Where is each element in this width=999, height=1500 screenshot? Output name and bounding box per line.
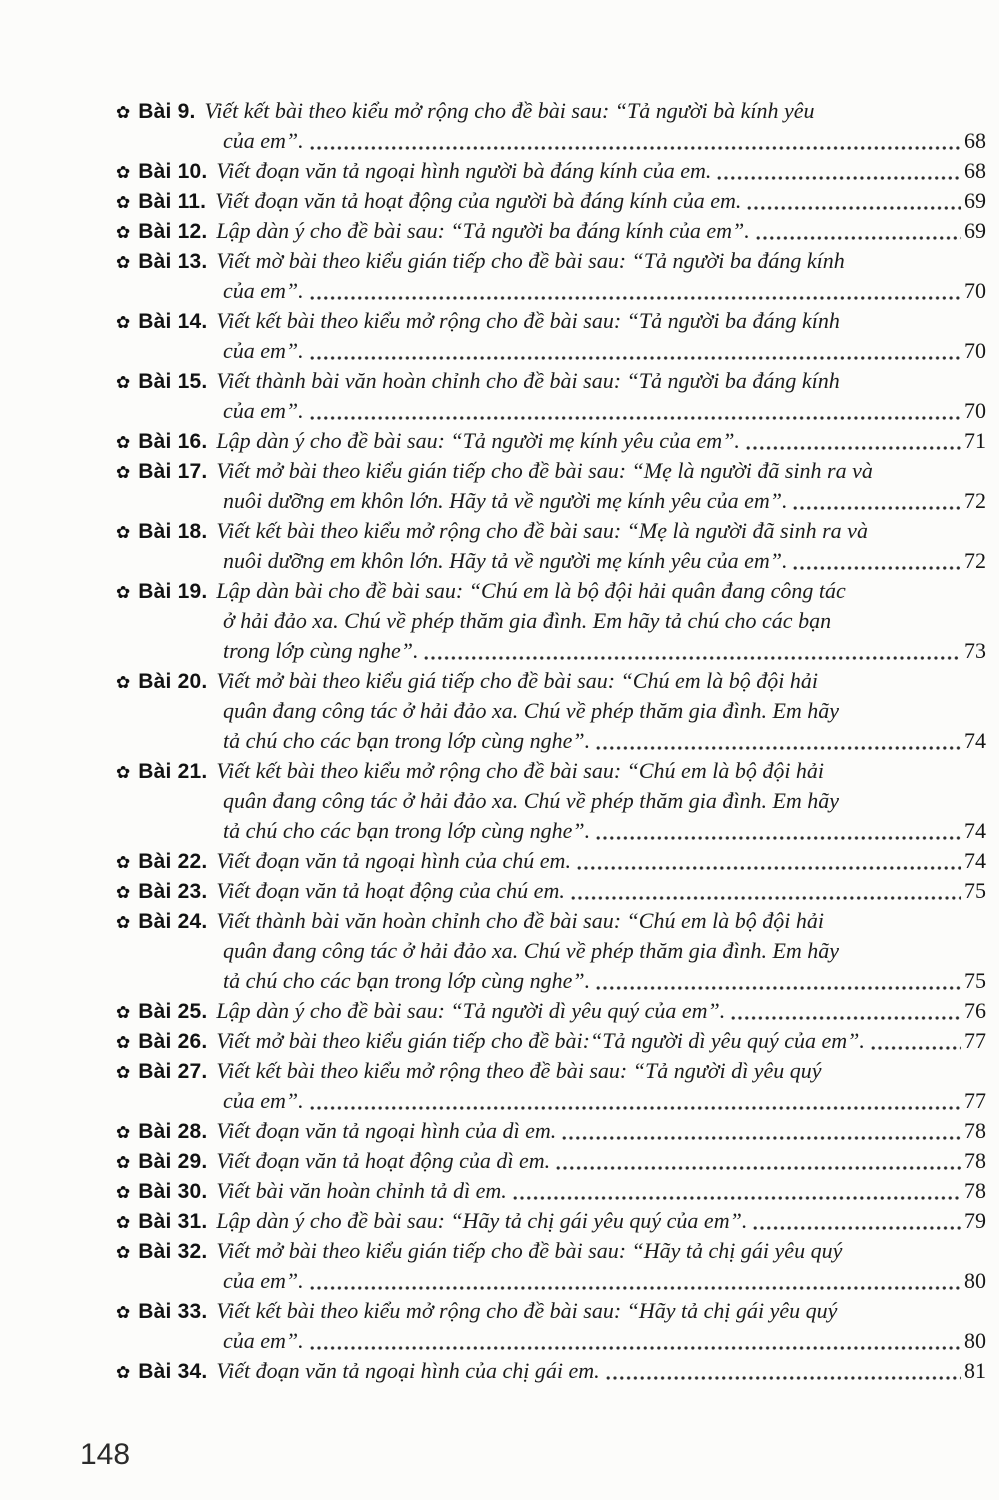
entry-label: Bài 14. bbox=[138, 310, 208, 333]
entry-label: Bài 31. bbox=[138, 1210, 208, 1233]
flower-bullet-icon: ✿ bbox=[116, 1123, 131, 1143]
toc-entry bbox=[116, 668, 986, 758]
toc-line bbox=[116, 668, 986, 698]
toc-entry bbox=[116, 908, 986, 998]
entry-label: Bài 30. bbox=[138, 1180, 208, 1203]
entry-label: Bài 32. bbox=[138, 1240, 208, 1263]
entry-label: Bài 23. bbox=[138, 880, 208, 903]
toc-line bbox=[116, 608, 986, 638]
toc-line bbox=[116, 1058, 986, 1088]
toc-line bbox=[116, 248, 986, 278]
flower-bullet-icon: ✿ bbox=[116, 103, 131, 123]
entry-text: Viết thành bài văn hoàn chỉnh cho đề bài sau: “Chú em là bộ đội hải bbox=[216, 908, 824, 933]
toc-line bbox=[116, 338, 986, 368]
entry-label: Bài 16. bbox=[138, 430, 208, 453]
dot-leader bbox=[871, 1046, 961, 1050]
toc-entry bbox=[116, 848, 986, 878]
entry-text: Viết đoạn văn tả hoạt động của chú em. bbox=[216, 878, 565, 903]
toc-line bbox=[116, 1328, 986, 1358]
dot-leader bbox=[424, 656, 961, 660]
toc-entry bbox=[116, 1238, 986, 1298]
dot-leader bbox=[310, 146, 961, 150]
toc-entry bbox=[116, 158, 986, 188]
dot-leader bbox=[596, 746, 961, 750]
entry-text: Viết đoạn văn tả hoạt động của dì em. bbox=[216, 1148, 551, 1173]
entry-text: của em”. bbox=[223, 278, 304, 303]
entry-text: Lập dàn bài cho đề bài sau: “Chú em là bộ đội hải quân đang công tác bbox=[216, 578, 846, 603]
toc-line bbox=[116, 398, 986, 428]
flower-bullet-icon: ✿ bbox=[116, 1183, 131, 1203]
flower-bullet-icon: ✿ bbox=[116, 583, 131, 603]
entry-text: Viết đoạn văn tả hoạt động của người bà đáng kính của em. bbox=[215, 188, 742, 213]
toc-line bbox=[116, 188, 986, 218]
entry-text: Viết kết bài theo kiểu mở rộng cho đề bài sau: “Chú em là bộ đội hải bbox=[216, 758, 825, 783]
toc-line bbox=[116, 638, 986, 668]
page-number: 80 bbox=[964, 1268, 986, 1293]
toc-line bbox=[116, 1298, 986, 1328]
flower-bullet-icon: ✿ bbox=[116, 1363, 131, 1383]
toc-line bbox=[116, 278, 986, 308]
dot-leader bbox=[310, 1106, 961, 1110]
page-number: 72 bbox=[964, 548, 986, 573]
page-number: 78 bbox=[964, 1118, 986, 1143]
entry-text: Viết mở bài theo kiểu gián tiếp cho đề bài sau: “Hãy tả chị gái yêu quý bbox=[216, 1238, 843, 1263]
toc-line bbox=[116, 1208, 986, 1238]
page-number: 70 bbox=[964, 398, 986, 423]
entry-label: Bài 18. bbox=[138, 520, 208, 543]
entry-text: Viết kết bài theo kiểu mở rộng cho đề bài sau: “Mẹ là người đã sinh ra và bbox=[216, 518, 868, 543]
page-number: 70 bbox=[964, 278, 986, 303]
flower-bullet-icon: ✿ bbox=[116, 523, 131, 543]
entry-text: Viết thành bài văn hoàn chỉnh cho đề bài sau: “Tả người ba đáng kính bbox=[216, 368, 840, 393]
flower-bullet-icon: ✿ bbox=[116, 1063, 131, 1083]
toc-line bbox=[116, 878, 986, 908]
toc-entry bbox=[116, 1148, 986, 1178]
toc-line bbox=[116, 548, 986, 578]
entry-text: quân đang công tác ở hải đảo xa. Chú về phép thăm gia đình. Em hãy bbox=[223, 698, 840, 723]
toc-line bbox=[116, 908, 986, 938]
entry-text: Viết đoạn văn tả ngoại hình của chú em. bbox=[216, 848, 571, 873]
page-number: 74 bbox=[964, 728, 986, 753]
dot-leader bbox=[513, 1196, 961, 1200]
toc-line bbox=[116, 428, 986, 458]
toc-line bbox=[116, 218, 986, 248]
entry-text: Viết đoạn văn tả ngoại hình người bà đáng kính của em. bbox=[216, 158, 712, 183]
toc-entry bbox=[116, 308, 986, 368]
dot-leader bbox=[731, 1016, 961, 1020]
dot-leader bbox=[571, 896, 961, 900]
toc-entry bbox=[116, 998, 986, 1028]
entry-text: của em”. bbox=[223, 128, 304, 153]
entry-text: tả chú cho các bạn trong lớp cùng nghe”. bbox=[223, 818, 591, 843]
dot-leader bbox=[793, 506, 961, 510]
dot-leader bbox=[753, 1226, 961, 1230]
toc-entry bbox=[116, 98, 986, 158]
toc-line bbox=[116, 1268, 986, 1298]
entry-text: nuôi dưỡng em khôn lớn. Hãy tả về người mẹ kính yêu của em”. bbox=[223, 488, 788, 513]
page-number: 69 bbox=[964, 188, 986, 213]
toc-entry bbox=[116, 368, 986, 428]
page-number: 75 bbox=[964, 968, 986, 993]
toc-line bbox=[116, 1118, 986, 1148]
entry-label: Bài 25. bbox=[138, 1000, 208, 1023]
toc-entry bbox=[116, 218, 986, 248]
page-number: 77 bbox=[964, 1028, 986, 1053]
toc-line bbox=[116, 758, 986, 788]
entry-text: của em”. bbox=[223, 398, 304, 423]
entry-text: của em”. bbox=[223, 338, 304, 363]
page-number: 74 bbox=[964, 848, 986, 873]
flower-bullet-icon: ✿ bbox=[116, 1243, 131, 1263]
entry-text: nuôi dưỡng em khôn lớn. Hãy tả về người mẹ kính yêu của em”. bbox=[223, 548, 788, 573]
flower-bullet-icon: ✿ bbox=[116, 1153, 131, 1173]
page-number: 79 bbox=[964, 1208, 986, 1233]
flower-bullet-icon: ✿ bbox=[116, 1033, 131, 1053]
toc-line bbox=[116, 488, 986, 518]
dot-leader bbox=[756, 236, 961, 240]
toc-entry bbox=[116, 428, 986, 458]
entry-text: Viết kết bài theo kiểu mở rộng cho đề bài sau: “Tả người bà kính yêu bbox=[204, 98, 815, 123]
entry-label: Bài 12. bbox=[138, 220, 208, 243]
entry-text: Viết kết bài theo kiểu mở rộng cho đề bài sau: “Hãy tả chị gái yêu quý bbox=[216, 1298, 838, 1323]
page-number: 77 bbox=[964, 1088, 986, 1113]
entry-text: quân đang công tác ở hải đảo xa. Chú về phép thăm gia đình. Em hãy bbox=[223, 788, 840, 813]
entry-label: Bài 13. bbox=[138, 250, 208, 273]
entry-label: Bài 21. bbox=[138, 760, 208, 783]
dot-leader bbox=[310, 1346, 961, 1350]
toc-line bbox=[116, 1178, 986, 1208]
entry-text: của em”. bbox=[223, 1268, 304, 1293]
dot-leader bbox=[310, 416, 961, 420]
entry-text: trong lớp cùng nghe”. bbox=[223, 638, 419, 663]
entry-label: Bài 28. bbox=[138, 1120, 208, 1143]
entry-text: Lập dàn ý cho đề bài sau: “Hãy tả chị gái yêu quý của em”. bbox=[216, 1208, 748, 1233]
toc-line bbox=[116, 458, 986, 488]
flower-bullet-icon: ✿ bbox=[116, 193, 131, 213]
flower-bullet-icon: ✿ bbox=[116, 433, 131, 453]
flower-bullet-icon: ✿ bbox=[116, 1303, 131, 1323]
toc-line bbox=[116, 818, 986, 848]
dot-leader bbox=[577, 866, 961, 870]
toc-line bbox=[116, 938, 986, 968]
flower-bullet-icon: ✿ bbox=[116, 763, 131, 783]
flower-bullet-icon: ✿ bbox=[116, 253, 131, 273]
flower-bullet-icon: ✿ bbox=[116, 373, 131, 393]
toc-line bbox=[116, 128, 986, 158]
dot-leader bbox=[596, 836, 961, 840]
toc-entry bbox=[116, 1208, 986, 1238]
toc-line bbox=[116, 728, 986, 758]
toc-entry bbox=[116, 578, 986, 668]
entry-label: Bài 27. bbox=[138, 1060, 208, 1083]
flower-bullet-icon: ✿ bbox=[116, 463, 131, 483]
dot-leader bbox=[747, 206, 961, 210]
entry-label: Bài 9. bbox=[138, 100, 196, 123]
toc-line bbox=[116, 1238, 986, 1268]
entry-label: Bài 15. bbox=[138, 370, 208, 393]
page-number: 78 bbox=[964, 1148, 986, 1173]
flower-bullet-icon: ✿ bbox=[116, 913, 131, 933]
flower-bullet-icon: ✿ bbox=[116, 1213, 131, 1233]
entry-text: Viết mở bài theo kiểu gián tiếp cho đề bài sau: “Mẹ là người đã sinh ra và bbox=[216, 458, 873, 483]
toc-entry bbox=[116, 458, 986, 518]
flower-bullet-icon: ✿ bbox=[116, 853, 131, 873]
toc-entry bbox=[116, 1028, 986, 1058]
dot-leader bbox=[310, 296, 961, 300]
toc-line bbox=[116, 998, 986, 1028]
page-number: 80 bbox=[964, 1328, 986, 1353]
flower-bullet-icon: ✿ bbox=[116, 313, 131, 333]
page-number: 73 bbox=[964, 638, 986, 663]
entry-text: của em”. bbox=[223, 1328, 304, 1353]
dot-leader bbox=[717, 176, 961, 180]
page-number: 78 bbox=[964, 1178, 986, 1203]
toc-line bbox=[116, 518, 986, 548]
toc-entry bbox=[116, 1178, 986, 1208]
toc-line bbox=[116, 1148, 986, 1178]
flower-bullet-icon: ✿ bbox=[116, 883, 131, 903]
entry-label: Bài 10. bbox=[138, 160, 208, 183]
entry-label: Bài 29. bbox=[138, 1150, 208, 1173]
toc-line bbox=[116, 98, 986, 128]
toc-entry bbox=[116, 188, 986, 218]
entry-label: Bài 22. bbox=[138, 850, 208, 873]
page-number: 74 bbox=[964, 818, 986, 843]
dot-leader bbox=[310, 356, 961, 360]
entry-label: Bài 17. bbox=[138, 460, 208, 483]
entry-label: Bài 34. bbox=[138, 1360, 208, 1383]
dot-leader bbox=[596, 986, 961, 990]
entry-text: Viết đoạn văn tả ngoại hình của chị gái em. bbox=[216, 1358, 600, 1383]
flower-bullet-icon: ✿ bbox=[116, 163, 131, 183]
toc-line bbox=[116, 1028, 986, 1058]
toc-entry bbox=[116, 248, 986, 308]
table-of-contents bbox=[116, 98, 986, 1388]
entry-text: Viết kết bài theo kiểu mở rộng cho đề bài sau: “Tả người ba đáng kính bbox=[216, 308, 840, 333]
toc-line bbox=[116, 968, 986, 998]
dot-leader bbox=[556, 1166, 961, 1170]
page-number: 71 bbox=[964, 428, 986, 453]
toc-line bbox=[116, 848, 986, 878]
page-number: 81 bbox=[964, 1358, 986, 1383]
entry-label: Bài 19. bbox=[138, 580, 208, 603]
entry-label: Bài 11. bbox=[138, 190, 207, 213]
entry-text: quân đang công tác ở hải đảo xa. Chú về phép thăm gia đình. Em hãy bbox=[223, 938, 840, 963]
entry-text: Lập dàn ý cho đề bài sau: “Tả người ba đáng kính của em”. bbox=[216, 218, 750, 243]
entry-text: Lập dàn ý cho đề bài sau: “Tả người dì yêu quý của em”. bbox=[216, 998, 726, 1023]
page-number: 68 bbox=[964, 158, 986, 183]
toc-line bbox=[116, 788, 986, 818]
toc-line bbox=[116, 368, 986, 398]
toc-entry bbox=[116, 758, 986, 848]
page-number: 68 bbox=[964, 128, 986, 153]
toc-line bbox=[116, 158, 986, 188]
dot-leader bbox=[310, 1286, 961, 1290]
entry-text: Viết mờ bài theo kiểu gián tiếp cho đề bài sau: “Tả người ba đáng kính bbox=[216, 248, 845, 273]
toc-entry bbox=[116, 518, 986, 578]
toc-line bbox=[116, 308, 986, 338]
page-number: 69 bbox=[964, 218, 986, 243]
toc-entry bbox=[116, 1058, 986, 1118]
page-number: 76 bbox=[964, 998, 986, 1023]
toc-entry bbox=[116, 878, 986, 908]
toc-entry bbox=[116, 1118, 986, 1148]
entry-text: tả chú cho các bạn trong lớp cùng nghe”. bbox=[223, 968, 591, 993]
entry-text: ở hải đảo xa. Chú về phép thăm gia đình. Em hãy tả chú cho các bạn bbox=[223, 608, 832, 633]
entry-label: Bài 20. bbox=[138, 670, 208, 693]
page-number: 70 bbox=[964, 338, 986, 363]
entry-text: Viết mở bài theo kiểu giá tiếp cho đề bài sau: “Chú em là bộ đội hải bbox=[216, 668, 818, 693]
entry-label: Bài 33. bbox=[138, 1300, 208, 1323]
toc-line bbox=[116, 1358, 986, 1388]
dot-leader bbox=[746, 446, 961, 450]
entry-text: Viết bài văn hoàn chỉnh tả dì em. bbox=[216, 1178, 507, 1203]
toc-line bbox=[116, 1088, 986, 1118]
dot-leader bbox=[606, 1376, 961, 1380]
entry-text: Viết đoạn văn tả ngoại hình của dì em. bbox=[216, 1118, 557, 1143]
flower-bullet-icon: ✿ bbox=[116, 223, 131, 243]
footer-page-number: 148 bbox=[80, 1438, 131, 1471]
entry-label: Bài 26. bbox=[138, 1030, 208, 1053]
entry-text: Viết mở bài theo kiểu gián tiếp cho đề bài:“Tả người dì yêu quý của em”. bbox=[216, 1028, 865, 1053]
flower-bullet-icon: ✿ bbox=[116, 673, 131, 693]
page-number: 72 bbox=[964, 488, 986, 513]
toc-entry bbox=[116, 1358, 986, 1388]
dot-leader bbox=[793, 566, 961, 570]
flower-bullet-icon: ✿ bbox=[116, 1003, 131, 1023]
toc-line bbox=[116, 698, 986, 728]
entry-text: Viết kết bài theo kiểu mở rộng theo đề bài sau: “Tả người dì yêu quý bbox=[216, 1058, 822, 1083]
entry-text: tả chú cho các bạn trong lớp cùng nghe”. bbox=[223, 728, 591, 753]
entry-label: Bài 24. bbox=[138, 910, 208, 933]
toc-line bbox=[116, 578, 986, 608]
entry-text: Lập dàn ý cho đề bài sau: “Tả người mẹ kính yêu của em”. bbox=[216, 428, 740, 453]
entry-text: của em”. bbox=[223, 1088, 304, 1113]
dot-leader bbox=[562, 1136, 961, 1140]
toc-entry bbox=[116, 1298, 986, 1358]
page-number: 75 bbox=[964, 878, 986, 903]
